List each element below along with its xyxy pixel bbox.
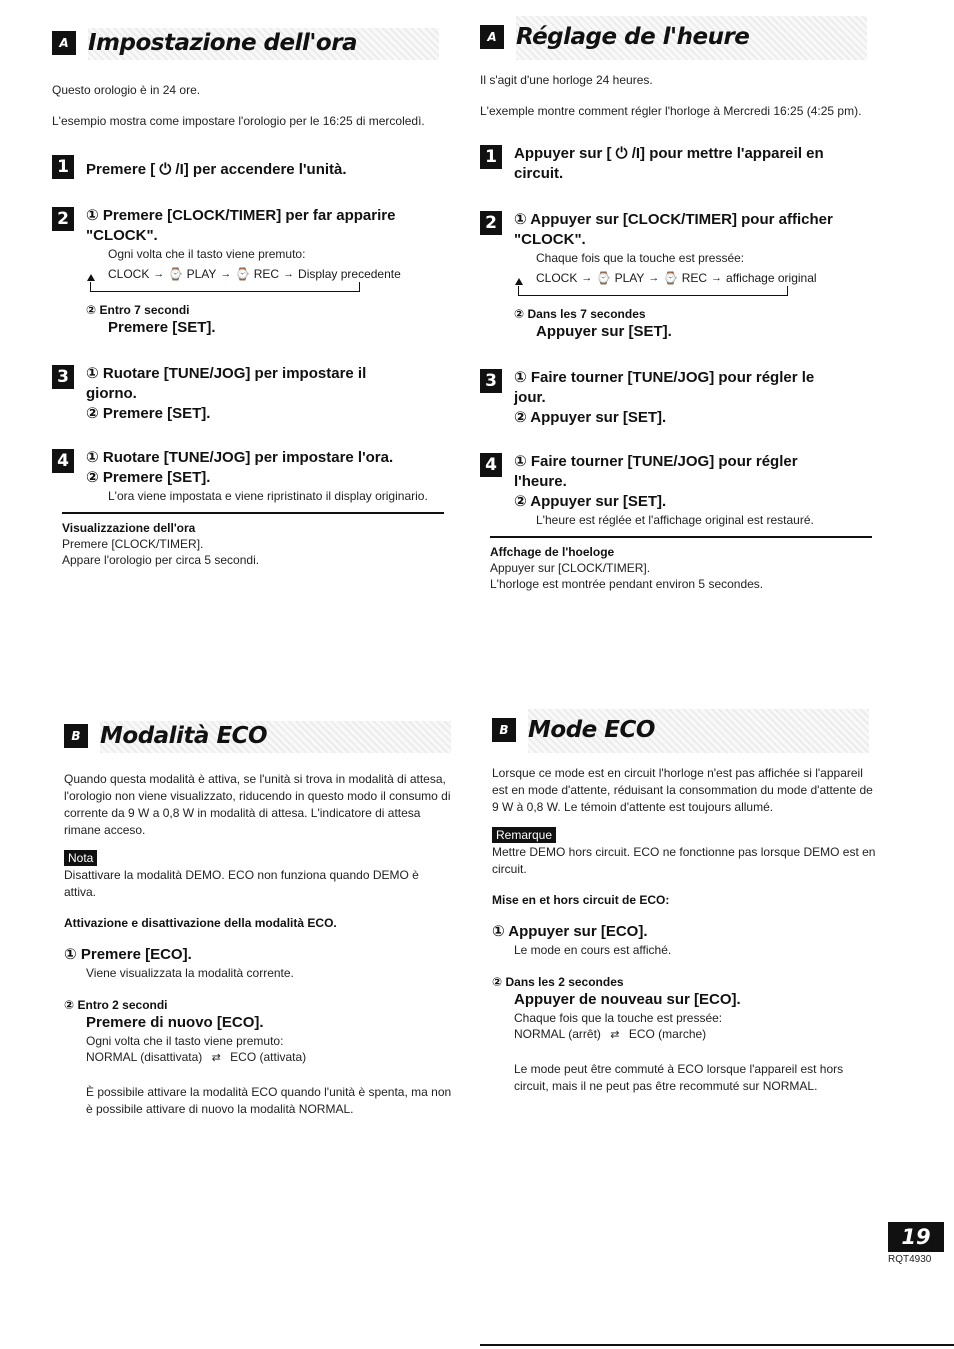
eco-heading: Mise en et hors circuit de ECO: <box>492 893 670 907</box>
step-4 <box>52 448 447 504</box>
step-text: ① Premere [CLOCK/TIMER] per far apparire "CLOCK". <box>86 207 396 244</box>
seq-item: ⌚ REC <box>235 267 280 281</box>
step-number: 1 <box>52 155 74 179</box>
step-text: ① Ruotare [TUNE/JOG] per impostare il giorno. <box>86 365 367 402</box>
clock-sequence <box>108 266 447 282</box>
eco-closing: È possibile attivare la modalità ECO quando l'unità è spenta, ma non è possibile attivare di nuovo la modalità NORMAL. <box>86 1085 452 1116</box>
note-label: Remarque <box>492 827 556 843</box>
step-3 <box>480 368 875 428</box>
step-number: 2 <box>52 207 74 231</box>
intro-line: Il s'agit d'une horloge 24 heures. <box>480 73 653 87</box>
clock-sequence <box>536 270 875 286</box>
step-sub-label: ② Entro 7 secondi <box>86 303 190 317</box>
divider <box>62 512 444 514</box>
step-note: Chaque fois que la touche est pressée: <box>536 251 745 265</box>
step-note: L'heure est réglée et l'affichage original est restauré. <box>536 513 814 527</box>
arrow-right-icon: → <box>153 268 165 280</box>
intro-line: Questo orologio è in 24 ore. <box>52 83 201 97</box>
step-2 <box>52 206 447 338</box>
seq-item: CLOCK <box>536 271 578 285</box>
eco-step-2-action: Premere di nuovo [ECO]. <box>86 1014 264 1031</box>
note-text: Mettre DEMO hors circuit. ECO ne fonctionne pas lorsque DEMO est en circuit. <box>492 845 876 876</box>
arrow-right-icon: → <box>711 272 723 284</box>
step-number: 4 <box>480 453 502 477</box>
step-sub-action: Appuyer sur [SET]. <box>536 323 672 340</box>
eco-step-1-note: Viene visualizzata la modalità corrente. <box>86 966 294 980</box>
eco-step-2-action: Appuyer de nouveau sur [ECO]. <box>514 991 741 1008</box>
section-header <box>64 715 459 757</box>
section-badge: B <box>64 724 88 748</box>
step-text: ② Premere [SET]. <box>86 405 211 422</box>
arrow-right-icon: → <box>581 272 593 284</box>
section-it-eco <box>64 715 459 1118</box>
eco-step-1-note: Le mode en cours est affiché. <box>514 943 672 957</box>
toggle-right: ECO (marche) <box>628 1027 707 1041</box>
intro-example: L'exemple montre comment régler l'horloge à Mercredi 16:25 (4:25 pm). <box>480 104 862 118</box>
toggle-left: NORMAL (arrêt) <box>514 1027 601 1041</box>
intro-text: Lorsque ce mode est en circuit l'horloge n'est pas affichée si l'appareil est en mode d'attente, réduisant la consommation du mode d'attente de 9 W à 0,8 W. Le témoin d'attente est toujours allumé. <box>492 766 873 814</box>
document-code: RQT4930 <box>888 1254 932 1265</box>
arrow-right-icon: → <box>220 268 232 280</box>
step-text: ① Appuyer sur [CLOCK/TIMER] pour afficher "CLOCK". <box>514 211 833 248</box>
step-sub-label: ② Dans les 7 secondes <box>514 307 646 321</box>
display-heading: Affchage de l'hoeloge <box>490 545 615 559</box>
section-header <box>492 703 877 757</box>
eco-step-1: ① Premere [ECO]. <box>64 946 192 963</box>
arrow-right-icon: → <box>283 268 295 280</box>
seq-item: ⌚ PLAY <box>596 271 645 285</box>
eco-toggle <box>86 1049 459 1066</box>
step-number: 2 <box>480 211 502 235</box>
step-note: Ogni volta che il tasto viene premuto: <box>108 247 306 261</box>
seq-item: ⌚ REC <box>663 271 708 285</box>
eco-toggle <box>514 1026 877 1043</box>
eco-step-2-note: Ogni volta che il tasto viene premuto: <box>86 1034 284 1048</box>
sequence-loop-line <box>518 286 788 296</box>
step-text: Premere [ ⏻ /I] per accendere l'unità. <box>86 161 347 178</box>
sequence-loop-line <box>90 282 360 292</box>
step-2 <box>480 210 875 342</box>
step-text: Appuyer sur [ ⏻ /I] pour mettre l'appareil en circuit. <box>514 145 824 182</box>
arrow-right-icon: → <box>648 272 660 284</box>
display-line: Appare l'orologio per circa 5 secondi. <box>62 553 260 567</box>
section-title: Impostazione dell'ora <box>88 30 358 56</box>
seq-item: affichage original <box>726 271 817 285</box>
step-3 <box>52 364 447 424</box>
step-note: L'ora viene impostata e viene ripristinato il display originario. <box>108 489 428 503</box>
section-title: Mode ECO <box>528 717 655 743</box>
section-fr-clock <box>480 10 875 592</box>
display-line: Premere [CLOCK/TIMER]. <box>62 537 204 551</box>
step-1 <box>52 154 447 180</box>
note-label: Nota <box>64 850 97 866</box>
section-badge: A <box>480 25 504 49</box>
section-title: Modalità ECO <box>100 723 268 749</box>
step-text: ② Appuyer sur [SET]. <box>514 409 667 426</box>
eco-step-2-label: ② Dans les 2 secondes <box>492 975 624 989</box>
eco-step-2-label: ② Entro 2 secondi <box>64 998 168 1012</box>
display-line: Appuyer sur [CLOCK/TIMER]. <box>490 561 651 575</box>
display-info <box>62 520 447 568</box>
section-it-clock <box>52 22 447 568</box>
eco-step-1: ① Appuyer sur [ECO]. <box>492 923 648 940</box>
section-badge: B <box>492 718 516 742</box>
intro-text: Quando questa modalità è attiva, se l'unità si trova in modalità di attesa, l'orologio non viene visualizzato, riducendo in questo modo il consumo di corrente da 9 W a 0,8 W in modalità di attesa. L'indicatore di attesa rimane acceso. <box>64 772 451 837</box>
section-header <box>52 22 447 64</box>
step-text: ② Appuyer sur [SET]. <box>514 493 667 510</box>
step-number: 4 <box>52 449 74 473</box>
section-fr-eco <box>492 703 877 1095</box>
step-number: 3 <box>52 365 74 389</box>
display-line: L'horloge est montrée pendant environ 5 secondes. <box>490 577 764 591</box>
eco-heading: Attivazione e disattivazione della modalità ECO. <box>64 916 337 930</box>
section-title: Réglage de l'heure <box>516 24 750 50</box>
display-heading: Visualizzazione dell'ora <box>62 521 196 535</box>
toggle-right: ECO (attivata) <box>230 1050 307 1064</box>
toggle-left: NORMAL (disattivata) <box>86 1050 203 1064</box>
step-text: ① Faire tourner [TUNE/JOG] pour régler l'heure. <box>514 453 798 490</box>
bottom-rule <box>480 1344 954 1346</box>
display-info <box>490 544 875 592</box>
step-sub-action: Premere [SET]. <box>108 319 216 336</box>
step-number: 1 <box>480 145 502 169</box>
step-text: ① Ruotare [TUNE/JOG] per impostare l'ora. <box>86 449 394 466</box>
intro-example: L'esempio mostra come impostare l'orologio per le 16:25 di mercoledì. <box>52 114 425 128</box>
divider <box>490 536 872 538</box>
step-text: ② Premere [SET]. <box>86 469 211 486</box>
section-header <box>480 10 875 64</box>
toggle-arrows-icon: ⇄ <box>610 1029 620 1041</box>
page-number: 19 <box>888 1222 944 1252</box>
toggle-arrows-icon: ⇄ <box>211 1052 221 1064</box>
eco-step-2-note: Chaque fois que la touche est pressée: <box>514 1011 723 1025</box>
seq-item: Display precedente <box>298 267 401 281</box>
note-text: Disattivare la modalità DEMO. ECO non funziona quando DEMO è attiva. <box>64 868 419 899</box>
section-badge: A <box>52 31 76 55</box>
step-number: 3 <box>480 369 502 393</box>
step-1 <box>480 144 875 184</box>
seq-item: CLOCK <box>108 267 150 281</box>
step-4 <box>480 452 875 528</box>
eco-closing: Le mode peut être commuté à ECO lorsque l'appareil est hors circuit, mais il ne peut pas être recommuté sur NORMAL. <box>514 1062 844 1093</box>
step-text: ① Faire tourner [TUNE/JOG] pour régler le jour. <box>514 369 815 406</box>
seq-item: ⌚ PLAY <box>168 267 217 281</box>
